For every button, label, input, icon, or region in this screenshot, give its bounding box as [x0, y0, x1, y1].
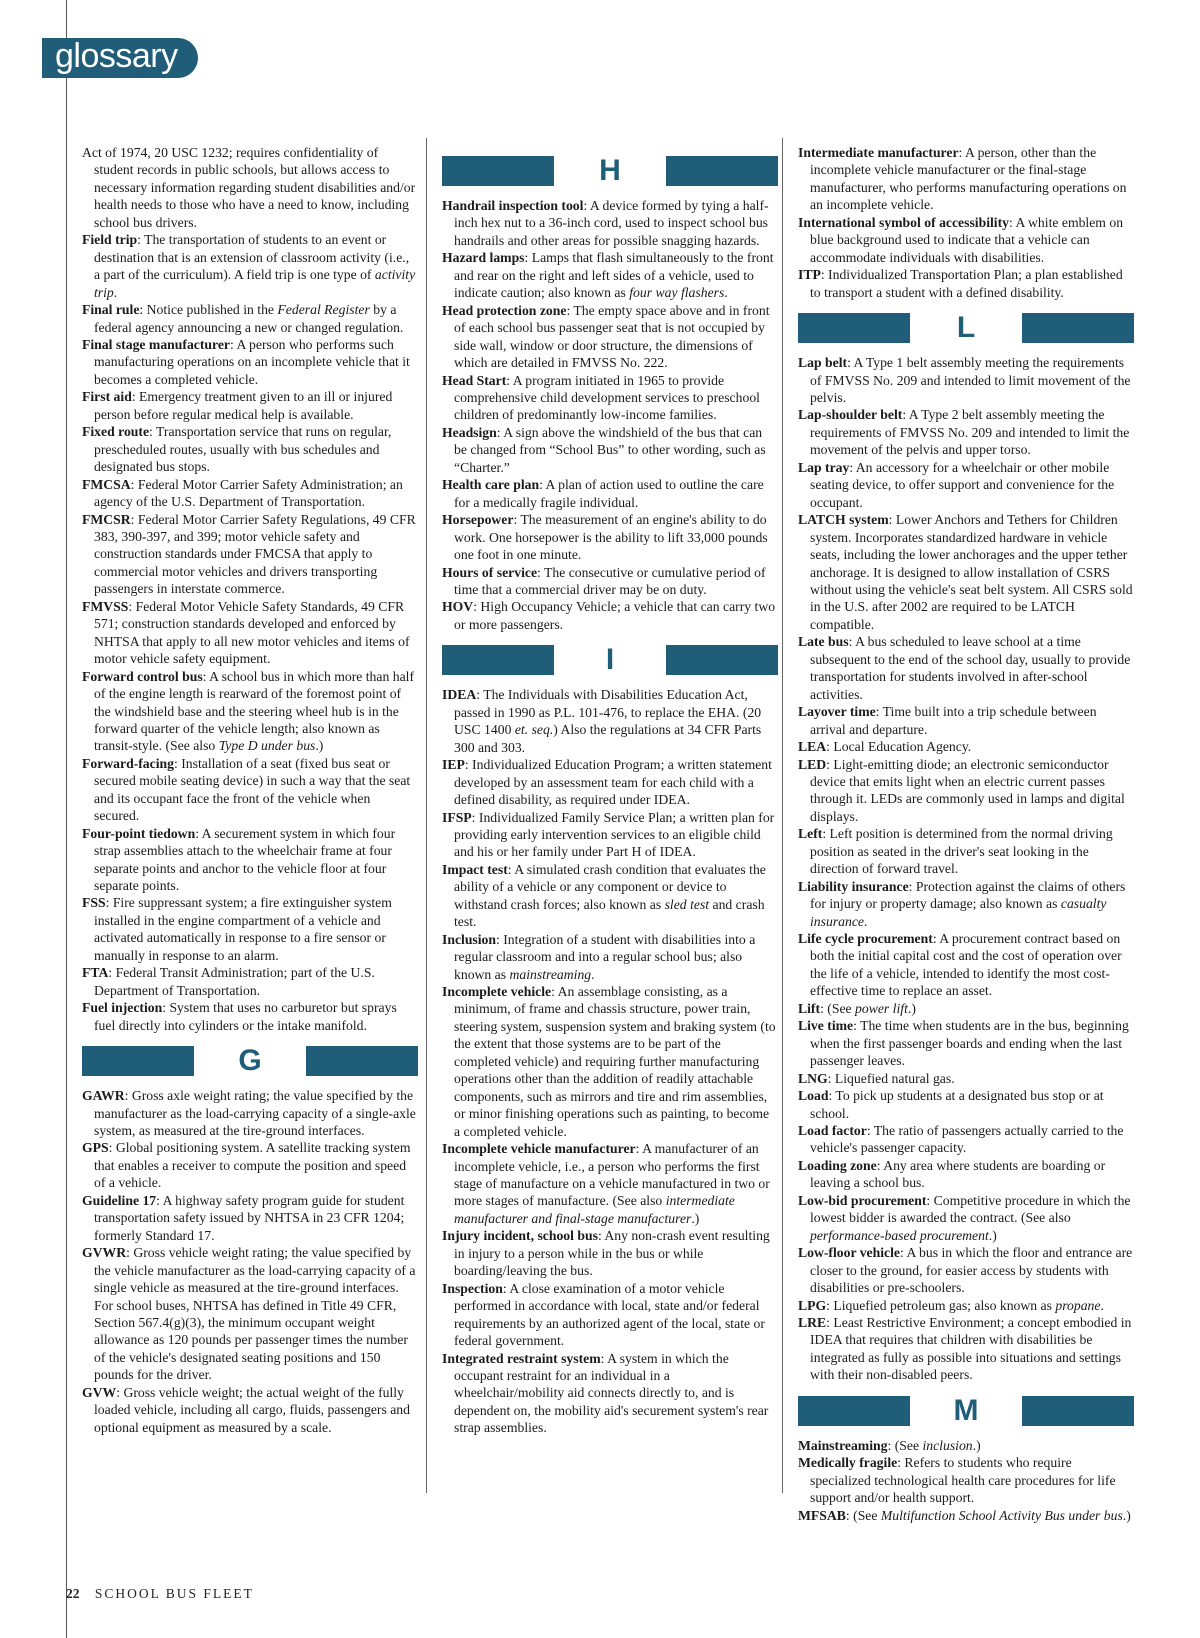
definition-end: .) — [1122, 1507, 1131, 1523]
glossary-entry — [798, 1244, 1134, 1296]
glossary-term: Lap tray — [798, 459, 850, 475]
definition-end: . — [724, 285, 728, 301]
glossary-term: Low-bid procurement — [798, 1192, 927, 1208]
glossary-entry — [82, 825, 418, 895]
glossary-definition: : A white emblem on blue background used to indicate that a vehicle can accommodate individuals with disabilities. — [810, 214, 1124, 265]
glossary-term: Intermediate manufacturer — [798, 145, 959, 160]
letter-section-heading — [442, 156, 778, 186]
glossary-definition: : Lower Anchors and Tethers for Children system. Incorporates standardized hardware in vehicle seats, including the lower anchorages and the upper tether anchorage. It is designed to allow installation of CSRS without using the vehicle's seat belt system. All CSRS sold in the U.S. after 2002 are required to be LATCH compatible. — [810, 512, 1133, 632]
glossary-column-3 — [798, 144, 1134, 1524]
cross-reference: inclusion — [922, 1437, 973, 1453]
glossary-definition: : A plan of action used to outline the care for a medically fragile individual. — [454, 477, 764, 510]
glossary-definition: : The transportation of students to an event or destination that is an extension of classroom activity (i.e., a part of the curriculum). A field trip is one type of — [94, 232, 410, 283]
glossary-definition: : Transportation service that runs on regular, prescheduled routes, usually with bus schedules and designated bus stops. — [94, 424, 392, 475]
glossary-term: Headsign — [442, 424, 497, 440]
cross-reference: performance-based procurement — [810, 1227, 989, 1243]
glossary-term: Life cycle procurement — [798, 931, 933, 947]
glossary-entry — [442, 476, 778, 511]
column-divider — [426, 138, 427, 1493]
glossary-definition: : Gross vehicle weight rating; the value specified by the vehicle manufacturer as the load-carrying capacity of a single vehicle as measured at the tire-ground interfaces. For school buses, NHTSA has defined in Title 49 CFR, Section 567.4(g)(3), the minimum occupant weight allowance as 120 pounds per passenger times the number of the vehicle's designated seating positions and 150 pounds for the driver. — [94, 1245, 416, 1383]
definition-end: .) — [691, 1210, 700, 1226]
glossary-entry — [798, 511, 1134, 633]
glossary-definition: : Local Education Agency. — [826, 739, 972, 755]
glossary-definition: : Federal Motor Carrier Safety Administration; an agency of the U.S. Department of Transportation. — [94, 476, 403, 510]
glossary-term: Horsepower — [442, 512, 514, 528]
glossary-entry — [82, 1244, 418, 1384]
cross-reference: Federal Register — [277, 302, 370, 318]
glossary-term: Forward-facing — [82, 755, 174, 771]
glossary-term: Forward control bus — [82, 668, 203, 684]
glossary-definition: : A school bus in which more than half of the engine length is rearward of the foremost point of the windshield base and the steering wheel hub is in the forward quarter of the vehicle length; also known as transit-style. (See also — [94, 668, 415, 754]
glossary-definition: : Any non-crash event resulting in injury to a person while in the bus or while boarding/leaving the bus. — [454, 1228, 770, 1279]
heading-bar-right — [666, 645, 778, 675]
glossary-term: FMVSS — [82, 598, 129, 614]
glossary-term: Final rule — [82, 302, 140, 318]
glossary-definition: : Left position is determined from the normal driving position as seated in the driver's seat looking in the direction of forward travel. — [810, 826, 1113, 877]
glossary-definition: : A simulated crash condition that evaluates the ability of a vehicle or any component or device to withstand crash forces; also known as — [454, 861, 766, 912]
glossary-entry — [82, 598, 418, 668]
section-letter: L — [956, 311, 976, 345]
glossary-term: GVW — [82, 1384, 117, 1400]
glossary-entry — [798, 633, 1134, 703]
glossary-definition: : Individualized Family Service Plan; a written plan for providing early intervention services to an eligible child and his or her family under Part H of IDEA. — [454, 809, 775, 860]
glossary-entry — [798, 144, 1134, 214]
glossary-entry — [798, 214, 1134, 266]
letter-section-heading — [82, 1046, 418, 1076]
glossary-entry — [82, 1139, 418, 1191]
glossary-entry — [82, 1384, 418, 1436]
cross-reference: activity trip — [94, 267, 416, 300]
glossary-term: Incomplete vehicle — [442, 984, 552, 1000]
glossary-entry — [798, 878, 1134, 930]
glossary-entry — [798, 1087, 1134, 1122]
glossary-entry — [798, 756, 1134, 826]
glossary-term: International symbol of accessibility — [798, 214, 1010, 230]
glossary-entry — [798, 1122, 1134, 1157]
glossary-definition: : A bus in which the floor and entrance are closer to the ground, for easier access by students with disabilities or pre-schoolers. — [810, 1245, 1133, 1296]
glossary-entry — [82, 755, 418, 825]
section-label: glossary — [55, 37, 178, 75]
glossary-definition: : A procurement contract based on both the initial capital cost and the cost of operation over the life of a vehicle, intended to identify the most cost-effective time to replace an asset. — [810, 931, 1122, 999]
glossary-entry — [798, 738, 1134, 755]
glossary-term: Live time — [798, 1018, 854, 1034]
glossary-entry — [442, 1350, 778, 1437]
glossary-term: Fixed route — [82, 424, 150, 440]
glossary-definition: : Emergency treatment given to an ill or injured person before regular medical help is available. — [94, 389, 393, 422]
glossary-entry — [798, 1314, 1134, 1384]
glossary-entry — [798, 1437, 1134, 1454]
column-divider — [782, 138, 783, 1493]
glossary-term: FMCSA — [82, 476, 131, 492]
glossary-definition: : The Individuals with Disabilities Education Act, passed in 1990 as P.L. 101-476, to replace the EHA. (20 USC 1400 — [454, 687, 762, 738]
glossary-entry — [798, 1017, 1134, 1069]
glossary-entry — [442, 983, 778, 1140]
glossary-entry — [82, 388, 418, 423]
glossary-definition: : A device formed by tying a half-inch hex nut to a 36-inch cord, used to inspect school bus handrails and other areas for possible snagging hazards. — [454, 198, 769, 248]
glossary-entry — [82, 999, 418, 1034]
glossary-term: GVWR — [82, 1245, 127, 1261]
glossary-entry — [442, 1280, 778, 1350]
glossary-term: IFSP — [442, 809, 472, 825]
glossary-entry — [798, 459, 1134, 511]
glossary-definition: : Individualized Education Program; a written statement developed by an assessment team for each child with a defined disability, as required under IDEA. — [454, 757, 772, 808]
glossary-definition: : Gross axle weight rating; the value specified by the manufacturer as the load-carrying capacity of a single-axle system, as measured at the tire-ground interfaces. — [94, 1088, 416, 1139]
glossary-term: Fuel injection — [82, 1000, 163, 1016]
glossary-entry — [82, 231, 418, 301]
glossary-definition: : A person who performs such manufacturing operations on an incomplete vehicle that it becomes a completed vehicle. — [94, 336, 410, 387]
glossary-term: Layover time — [798, 704, 876, 720]
glossary-definition: : Protection against the claims of others for injury or property damage; also known as — [810, 878, 1126, 912]
glossary-entry — [442, 372, 778, 424]
glossary-definition: : (See — [820, 1000, 856, 1016]
glossary-definition: : Light-emitting diode; an electronic semiconductor device that emits light when an electric current passes through it. LEDs are commonly used in lamps and digital displays. — [810, 756, 1125, 824]
glossary-definition: : Gross vehicle weight; the actual weight of the fully loaded vehicle, including all cargo, fluids, passengers and optional equipment as measured by a scale. — [94, 1384, 410, 1435]
glossary-term: Handrail inspection tool — [442, 198, 584, 213]
glossary-term: Inclusion — [442, 931, 497, 947]
glossary-definition: : Liquefied petroleum gas; also known as — [826, 1297, 1056, 1313]
glossary-entry — [82, 668, 418, 755]
letter-section-heading — [798, 313, 1134, 343]
glossary-term: IDEA — [442, 687, 477, 703]
glossary-definition: : The empty space above and in front of each school bus passenger seat that is not occupied by side wall, window or door structure, the dimensions of which are detailed in FMVSS No. 222. — [454, 302, 770, 371]
glossary-entry — [798, 354, 1134, 406]
glossary-definition: : Notice published in the — [139, 302, 278, 318]
cross-reference: sled test — [664, 896, 710, 912]
glossary-term: Left — [798, 826, 823, 842]
glossary-definition: : A Type 2 belt assembly meeting the requirements of FMVSS No. 209 and intended to limit the movement of the pelvis and upper torso. — [810, 407, 1130, 458]
glossary-entry — [798, 930, 1134, 1000]
heading-bar-right — [1022, 313, 1134, 343]
glossary-term: GAWR — [82, 1088, 125, 1104]
glossary-definition: : (See — [887, 1437, 923, 1453]
glossary-entry — [442, 809, 778, 861]
glossary-entry — [798, 406, 1134, 458]
glossary-definition: : Time built into a trip schedule between arrival and departure. — [810, 704, 1097, 737]
glossary-term: LEA — [798, 739, 827, 755]
glossary-entry — [442, 1227, 778, 1279]
glossary-entry — [798, 1157, 1134, 1192]
glossary-term: Low-floor vehicle — [798, 1245, 901, 1261]
heading-bar-right — [1022, 1396, 1134, 1426]
glossary-entry — [442, 424, 778, 476]
glossary-definition: : An assemblage consisting, as a minimum, of frame and chassis structure, power train, steering system, suspension system and braking system (to the extent that those systems are to be part of the completed vehicle) and requiring further manufacturing operations other than the addition of readily attachable components, such as mirrors and tire and rim assemblies, or minor finishing operations such as painting, to become a completed vehicle. — [454, 984, 776, 1139]
glossary-entry — [442, 197, 778, 249]
heading-bar-right — [306, 1046, 418, 1076]
glossary-term: Lap belt — [798, 355, 848, 371]
glossary-entry — [82, 423, 418, 475]
glossary-definition: : Installation of a seat (fixed bus seat or secured mobile seating device) in such a way that the seat and its occupant face the front of the vehicle when secured. — [94, 755, 411, 824]
glossary-definition: : An accessory for a wheelchair or other mobile seating device, to offer support and convenience for the occupant. — [810, 459, 1115, 510]
glossary-definition: : The time when students are in the bus, beginning when the first passenger boards and ending when the last passenger leaves. — [810, 1018, 1129, 1069]
cross-reference: et. seq. — [514, 722, 554, 738]
glossary-entry — [442, 598, 778, 633]
glossary-definition: : A Type 1 belt assembly meeting the requirements of FMVSS No. 209 and intended to limit movement of the pelvis. — [810, 355, 1131, 405]
glossary-definition: : The consecutive or cumulative period of time that a commercial driver may be on duty. — [454, 564, 766, 597]
glossary-definition: : Integration of a student with disabilities into a regular classroom and into a regular school bus; also known as — [454, 931, 756, 982]
heading-bar-right — [666, 156, 778, 186]
glossary-definition: : To pick up students at a designated bus stop or at school. — [810, 1088, 1104, 1121]
glossary-definition: : (See — [845, 1507, 881, 1523]
glossary-definition: : Lamps that flash simultaneously to the front and rear on the right and left sides of a vehicle, used to indicate caution; also known as — [454, 250, 774, 301]
publication-name: SCHOOL BUS FLEET — [94, 1586, 254, 1601]
glossary-entry — [798, 1192, 1134, 1244]
glossary-column-1 — [82, 144, 418, 1436]
glossary-definition: : Federal Motor Carrier Safety Regulations, 49 CFR 383, 390-397, and 399; motor vehicle safety and construction standards under FMCSA that apply to commercial motor vehicles and drivers transporting passengers in interstate commerce. — [94, 511, 416, 597]
glossary-definition: : Liquefied natural gas. — [827, 1070, 955, 1086]
cross-reference: propane — [1055, 1297, 1101, 1313]
section-letter: G — [238, 1044, 262, 1078]
glossary-entry — [82, 144, 418, 231]
glossary-term: Liability insurance — [798, 878, 909, 894]
glossary-entry — [82, 894, 418, 964]
glossary-term: LPG — [798, 1297, 827, 1313]
glossary-definition: : Least Restrictive Environment; a concept embodied in IDEA that requires that children with disabilities be integrated as fully as possible into situations and settings with their non-disabled peers. — [810, 1315, 1132, 1383]
glossary-definition: : Federal Motor Vehicle Safety Standards, 49 CFR 571; construction standards developed and enforced by NHTSA that apply to all new motor vehicles and items of motor vehicle safety equipment. — [94, 598, 410, 667]
glossary-term: Head protection zone — [442, 302, 567, 318]
glossary-definition: : A person, other than the incomplete vehicle manufacturer or the final-stage manufacturer, who performs manufacturing operations on an incomplete vehicle. — [810, 145, 1127, 213]
glossary-term: Load — [798, 1088, 829, 1104]
glossary-entry — [798, 825, 1134, 877]
glossary-entry — [798, 1070, 1134, 1087]
glossary-term: Load factor — [798, 1123, 867, 1139]
glossary-term: Inspection — [442, 1280, 503, 1296]
glossary-entry — [82, 964, 418, 999]
glossary-definition: : A manufacturer of an incomplete vehicle, i.e., a person who performs the first stage of manufacture on a vehicle manufactured in two or more stages of manufacture. (See also — [454, 1141, 770, 1209]
cross-reference: Multifunction School Activity Bus under bus — [880, 1507, 1123, 1523]
cross-reference: Type D under bus — [218, 738, 316, 754]
cross-reference: casualty insurance — [810, 896, 1107, 929]
glossary-term: Late bus — [798, 634, 849, 650]
definition-end: .) — [972, 1437, 981, 1453]
glossary-term: Lap-shoulder belt — [798, 407, 903, 423]
page-number: 22 — [66, 1586, 80, 1601]
glossary-term: LATCH system — [798, 512, 889, 528]
glossary-definition: : High Occupancy Vehicle; a vehicle that can carry two or more passengers. — [454, 599, 776, 632]
glossary-term: Integrated restraint system — [442, 1350, 601, 1366]
glossary-definition: : The measurement of an engine's ability to do work. One horsepower is the ability to lift 33,000 pounds one foot in one minute. — [454, 512, 768, 563]
glossary-term: Field trip — [82, 232, 138, 248]
glossary-definition: : Fire suppressant system; a fire extinguisher system installed in the engine compartment of a vehicle and activated automatically in response to a fire sensor or manually in response to an alarm. — [94, 895, 392, 963]
glossary-entry — [82, 1192, 418, 1244]
glossary-entry — [798, 1507, 1134, 1524]
glossary-entry — [442, 1140, 778, 1227]
section-letter: H — [599, 154, 621, 187]
glossary-entry — [798, 1297, 1134, 1314]
glossary-term: ITP — [798, 267, 821, 283]
glossary-entry — [442, 302, 778, 372]
definition-end: and crash test. — [454, 896, 765, 930]
glossary-definition: : Competitive procedure in which the lowest bidder is awarded the contract. (See also — [810, 1192, 1131, 1226]
glossary-term: HOV — [442, 599, 474, 615]
page-footer — [66, 1586, 254, 1602]
glossary-term: LED — [798, 756, 827, 772]
glossary-definition: : A close examination of a motor vehicle performed in accordance with local, state and/or federal requirements by an authorized agent of the local, state or federal government. — [454, 1280, 765, 1349]
glossary-definition: : Federal Transit Administration; part of the U.S. Department of Transportation. — [94, 965, 375, 998]
glossary-entry — [442, 511, 778, 563]
glossary-term: Final stage manufacturer — [82, 336, 231, 352]
glossary-definition: : Refers to students who require specialized technological health care procedures for life support and/or health support. — [810, 1455, 1116, 1506]
section-letter: M — [953, 1393, 979, 1427]
definition-end: . — [863, 913, 868, 929]
glossary-definition: : Any area where students are boarding or leaving a school bus. — [810, 1157, 1106, 1191]
glossary-term: Impact test — [442, 861, 508, 877]
heading-bar-left — [442, 156, 554, 186]
glossary-definition: : A securement system in which four strap assemblies attach to the wheelchair frame at four separate points and anchor to the vehicle floor at four separate points. — [94, 825, 396, 894]
glossary-term: FTA — [82, 965, 109, 981]
definition-end: . — [113, 284, 118, 300]
glossary-entry — [82, 511, 418, 598]
glossary-entry — [442, 756, 778, 808]
letter-section-heading — [798, 1393, 1134, 1427]
glossary-term: Four-point tiedown — [82, 825, 196, 841]
letter-section-heading — [442, 645, 778, 675]
heading-bar-left — [82, 1046, 194, 1076]
glossary-definition: : A program initiated in 1965 to provide comprehensive child development services to preschool children of predominantly low-income families. — [454, 372, 760, 423]
glossary-entry — [82, 1087, 418, 1139]
glossary-definition: : A highway safety program guide for student transportation safety issued by NHTSA in 23 CFR 1204; formerly Standard 17. — [94, 1192, 405, 1243]
glossary-term: Mainstreaming — [798, 1437, 888, 1453]
glossary-column-2 — [442, 144, 778, 1437]
glossary-definition: : System that uses no carburetor but sprays fuel directly into cylinders or the intake manifold. — [94, 1000, 397, 1033]
glossary-entry — [442, 249, 778, 301]
definition-end: . — [1100, 1297, 1104, 1313]
glossary-term: MFSAB — [798, 1507, 846, 1523]
glossary-term: Hours of service — [442, 564, 538, 580]
glossary-term: Guideline 17 — [82, 1192, 157, 1208]
cross-reference: mainstreaming — [509, 966, 592, 982]
glossary-term: Medically fragile — [798, 1455, 898, 1471]
cross-reference: intermediate manufacturer and final-stage manufacturer — [454, 1193, 735, 1226]
glossary-entry — [442, 931, 778, 983]
glossary-term: Incomplete vehicle manufacturer — [442, 1141, 636, 1157]
glossary-entry — [798, 1000, 1134, 1017]
section-letter: I — [605, 643, 615, 677]
glossary-term: Head Start — [442, 372, 507, 388]
glossary-term: Health care plan — [442, 477, 540, 493]
glossary-entry — [798, 266, 1134, 301]
glossary-term: IEP — [442, 757, 465, 773]
glossary-entry — [798, 1454, 1134, 1506]
glossary-term: Lift — [798, 1000, 821, 1016]
glossary-definition: : The ratio of passengers actually carried to the vehicle's passenger capacity. — [810, 1123, 1124, 1156]
definition-end: .) — [907, 1000, 916, 1016]
page-margin-rule — [66, 0, 67, 1638]
glossary-entry — [442, 564, 778, 599]
heading-bar-left — [798, 1396, 910, 1426]
glossary-term: FSS — [82, 895, 106, 911]
definition-end: ) Also the regulations at 34 CFR Parts 300 and 303. — [454, 722, 762, 755]
glossary-definition: : A sign above the windshield of the bus that can be changed from “School Bus” to other wording, such as “Charter.” — [454, 424, 766, 475]
definition-end: . — [591, 966, 595, 982]
glossary-term: Hazard lamps — [442, 250, 525, 266]
glossary-term: Loading zone — [798, 1157, 877, 1173]
cross-reference: four way flashers — [629, 285, 725, 301]
heading-bar-left — [442, 645, 554, 675]
glossary-definition: : Global positioning system. A satellite tracking system that enables a receiver to compute the position and speed of a vehicle. — [94, 1140, 411, 1191]
glossary-entry — [82, 476, 418, 511]
definition-end: .) — [988, 1227, 997, 1243]
glossary-term: GPS — [82, 1140, 109, 1156]
glossary-term: Injury incident, school bus — [442, 1228, 598, 1244]
glossary-term: First aid — [82, 389, 132, 405]
glossary-definition: : A system in which the occupant restraint for an individual in a wheelchair/mobility aid connects directly to, and is dependent on, the mobility aid's securement system's rear strap assemblies. — [454, 1350, 769, 1436]
definition-end: by a federal agency announcing a new or changed regulation. — [94, 302, 404, 335]
glossary-entry — [442, 861, 778, 931]
glossary-term: LRE — [798, 1315, 827, 1330]
glossary-definition: : Individualized Transportation Plan; a plan established to transport a student with a defined disability. — [810, 267, 1123, 300]
heading-bar-left — [798, 313, 910, 343]
glossary-definition: Act of 1974, 20 USC 1232; requires confidentiality of student records in public schools, but allows access to necessary information regarding student disabilities and/or health needs to those who have a need to know, including school bus drivers. — [82, 145, 416, 230]
cross-reference: power lift — [855, 1000, 908, 1016]
glossary-entry — [442, 686, 778, 756]
glossary-definition: : A bus scheduled to leave school at a time subsequent to the end of the school day, usually to provide transportation for students involved in after-school activities. — [810, 634, 1131, 702]
glossary-entry — [82, 336, 418, 388]
glossary-term: LNG — [798, 1070, 828, 1086]
glossary-entry — [798, 703, 1134, 738]
definition-end: .) — [315, 738, 324, 754]
glossary-term: FMCSR — [82, 511, 131, 527]
glossary-entry — [82, 301, 418, 336]
